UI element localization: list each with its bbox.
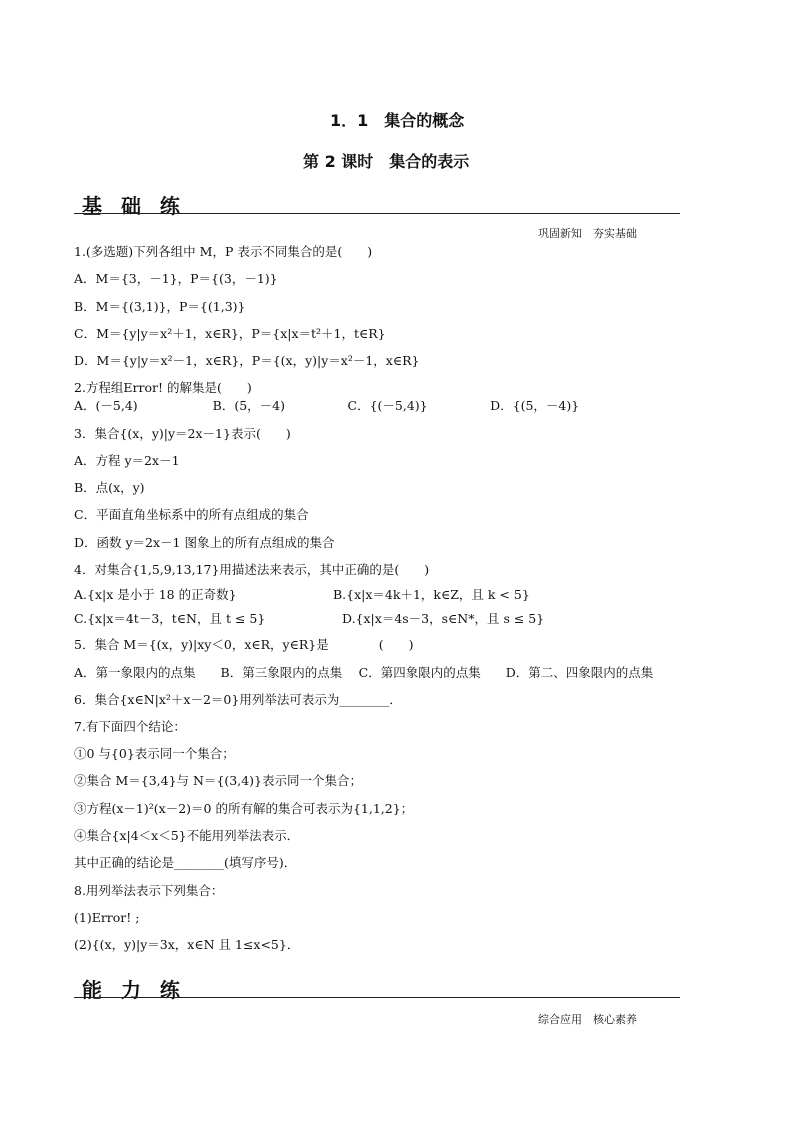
question-4: 4．对集合{1,5,9,13,17}用描述法来表示，其中正确的是( )	[74, 562, 430, 577]
q4-option-c: C.{x|x＝4t－3，t∈N，且 t ≤ 5}	[74, 611, 266, 626]
q7-statement-3: ③方程(x－1)²(x－2)＝0 的所有解的集合可表示为{1,1,2}；	[74, 801, 414, 816]
question-1: 1.(多选题)下列各组中 M，P 表示不同集合的是( )	[74, 244, 373, 259]
question-3: 3．集合{(x，y)|y＝2x－1}表示( )	[74, 426, 291, 441]
q8-part-2: (2){(x，y)|y＝3x，x∈N 且 1≤x<5}．	[74, 937, 300, 952]
q3-option-d: D．函数 y＝2x－1 图象上的所有点组成的集合	[74, 535, 335, 550]
question-7: 7.有下面四个结论：	[74, 719, 186, 734]
section-subtitle-ability: 综合应用 核心素养	[538, 1013, 637, 1026]
q8-part-1: (1)Error! ;	[74, 910, 140, 925]
q3-option-b: B．点(x，y)	[74, 480, 145, 495]
q4-option-a: A.{x|x 是小于 18 的正奇数}	[74, 587, 237, 602]
section-subtitle-basic: 巩固新知 夯实基础	[538, 227, 637, 240]
page-title: 1．1 集合的概念	[330, 111, 465, 130]
question-6: 6．集合{x∈N|x²＋x－2＝0}用列举法可表示为________．	[74, 692, 402, 707]
q3-option-a: A．方程 y＝2x－1	[74, 453, 180, 468]
q1-option-b: B．M＝{(3,1)}，P＝{(1,3)}	[74, 299, 246, 314]
section-divider-ability	[74, 997, 680, 998]
lesson-subtitle: 第 2 课时 集合的表示	[303, 152, 470, 171]
q7-statement-4: ④集合{x|4＜x＜5}不能用列举法表示．	[74, 828, 300, 843]
q7-answer-line: 其中正确的结论是________(填写序号)．	[74, 855, 297, 870]
question-2: 2.方程组Error! 的解集是( )	[74, 380, 252, 395]
question-5: 5．集合 M＝{(x，y)|xy＜0，x∈R，y∈R}是 ( )	[74, 637, 414, 652]
q2-options: A．(－5,4) B．(5，－4) C．{(－5,4)} D．{(5，－4)}	[74, 398, 580, 413]
q4-option-d: D.{x|x＝4s－3，s∈N*，且 s ≤ 5}	[342, 611, 545, 626]
section-title-basic: 基 础 练	[82, 194, 186, 218]
q7-statement-2: ②集合 M＝{3,4}与 N＝{(3,4)}表示同一个集合；	[74, 773, 363, 788]
q5-options: A．第一象限内的点集 B．第三象限内的点集 C．第四象限内的点集 D．第二、四象限内的点集	[74, 665, 654, 680]
q1-option-d: D．M＝{y|y＝x²－1，x∈R}，P＝{(x，y)|y＝x²－1，x∈R}	[74, 353, 420, 368]
question-8: 8.用列举法表示下列集合：	[74, 883, 224, 898]
q4-option-b: B.{x|x＝4k＋1，k∈Z，且 k < 5}	[333, 587, 530, 602]
section-title-ability: 能 力 练	[82, 978, 186, 1002]
q1-option-a: A．M＝{3，－1}，P＝{(3，－1)}	[74, 271, 278, 286]
q7-statement-1: ①0 与{0}表示同一个集合；	[74, 746, 235, 761]
q3-option-c: C．平面直角坐标系中的所有点组成的集合	[74, 507, 309, 522]
q1-option-c: C．M＝{y|y＝x²＋1，x∈R}，P＝{x|x＝t²＋1，t∈R}	[74, 326, 386, 341]
section-divider-basic	[74, 213, 680, 214]
